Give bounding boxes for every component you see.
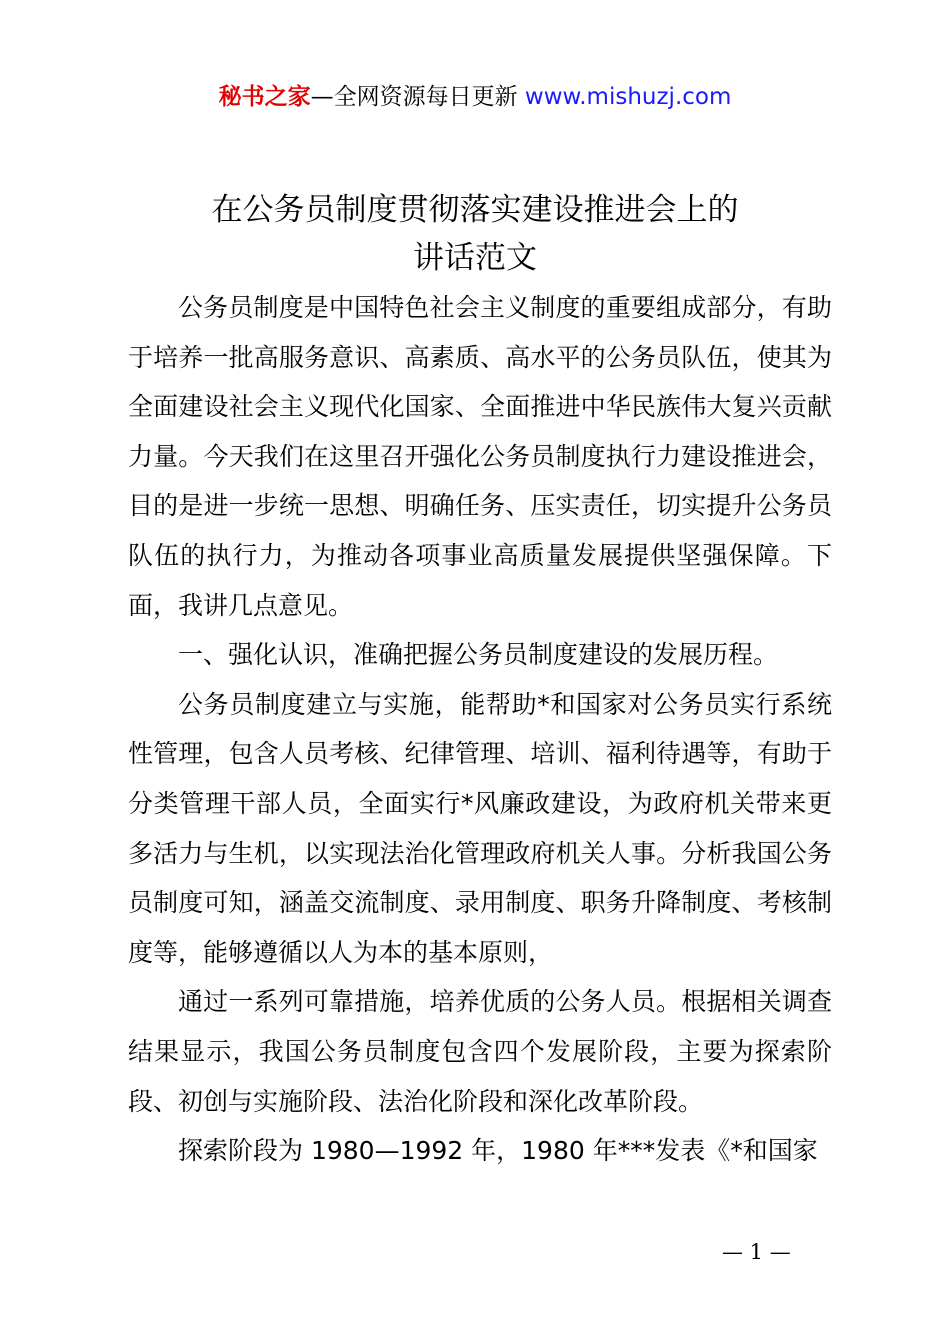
document-title-line-2: 讲话范文 (413, 240, 537, 276)
page-number: — 1 — (722, 1240, 791, 1264)
site-tagline: —全网资源每日更新 (310, 84, 518, 110)
section-heading: 一、强化认识，准确把握公务员制度建设的发展历程。 (178, 640, 779, 670)
site-brand: 秘书之家 (218, 84, 311, 110)
site-url-link[interactable]: www.mishuzj.com (524, 84, 732, 110)
site-header (0, 80, 950, 114)
paragraph: 探索阶段为 1980—1992 年，1980 年***发表《*和国家 (178, 1136, 818, 1166)
document-title (0, 186, 950, 282)
document-title-line-1: 在公务员制度贯彻落实建设推进会上的 (211, 192, 739, 228)
document-body (128, 283, 832, 1176)
paragraph: 公务员制度建立与实施，能帮助*和国家对公务员实行系统性管理，包含人员考核、纪律管理、培训、福利待遇等，有助于分类管理干部人员，全面实行*风廉政建设，为政府机关带来更多活力与生机，以实现法治化管理政府机关人事。分析我国公务员制度可知，涵盖交流制度、录用制度、职务升降制度、考核制度等，能够遵循以人为本的基本原则， (128, 689, 832, 967)
paragraph: 公务员制度是中国特色社会主义制度的重要组成部分，有助于培养一批高服务意识、高素质、高水平的公务员队伍，使其为全面建设社会主义现代化国家、全面推进中华民族伟大复兴贡献力量。今天我们在这里召开强化公务员制度执行力建设推进会，目的是进一步统一思想、明确任务、压实责任，切实提升公务员队伍的执行力，为推动各项事业高质量发展提供坚强保障。下面，我讲几点意见。 (128, 293, 832, 620)
paragraph: 通过一系列可靠措施，培养优质的公务人员。根据相关调查结果显示，我国公务员制度包含四个发展阶段，主要为探索阶段、初创与实施阶段、法治化阶段和深化改革阶段。 (128, 987, 832, 1116)
